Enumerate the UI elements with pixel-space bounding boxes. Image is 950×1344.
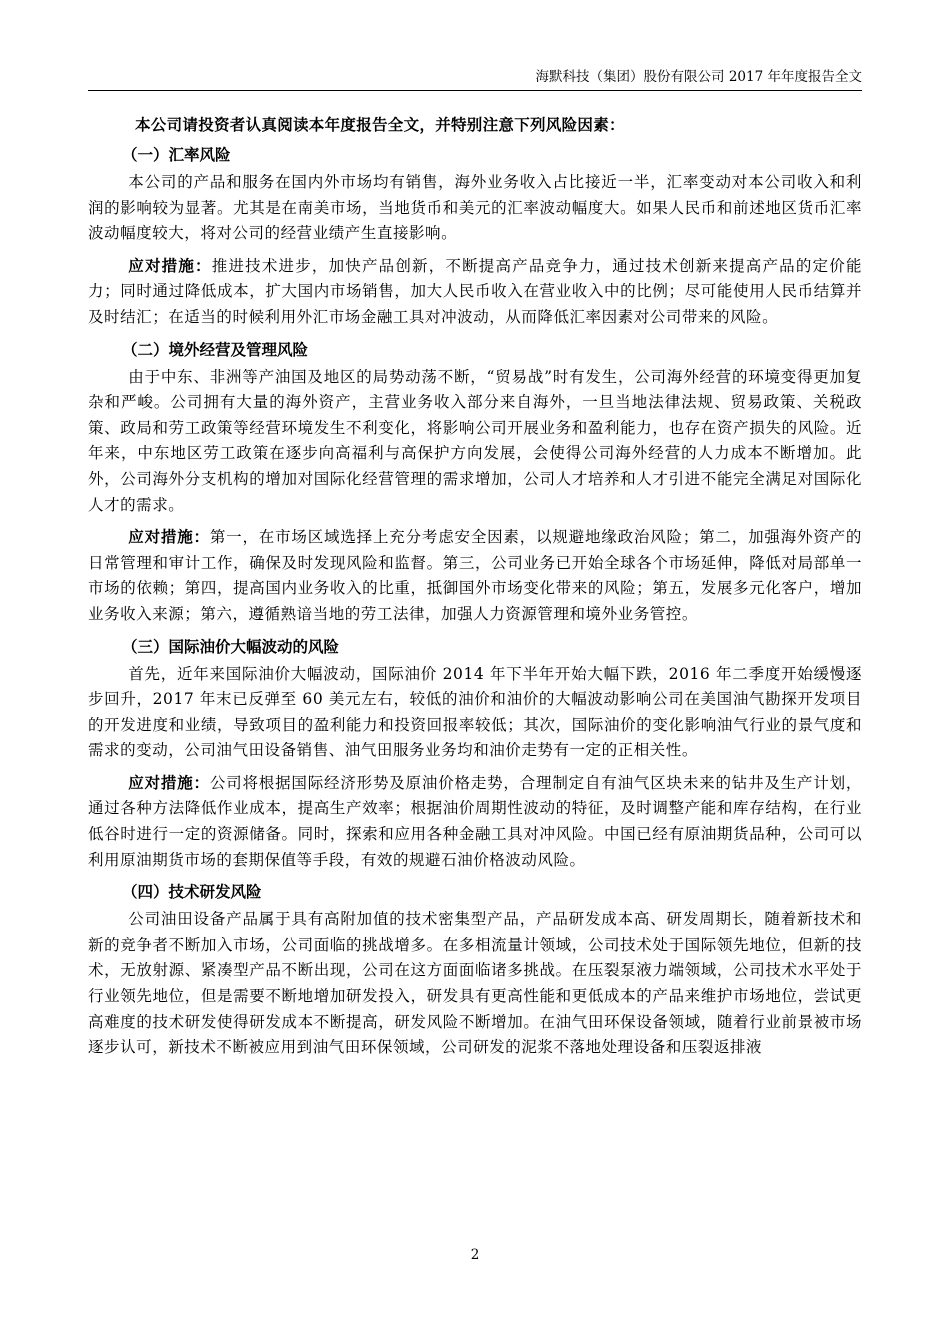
section-title-exchange-rate: （一）汇率风险 <box>122 145 231 164</box>
paragraph-oil-price: 首先，近年来国际油价大幅波动，国际油价 2014 年下半年开始大幅下跌，2016 年二季度开始缓慢逐步回升，2017 年末已反弹至 60 美元左右，较低的油价和油价的大幅波动影响公司在美国油气勘探开发项目的开发进度和业绩，导致项目的盈利能力和投资回报率较低；其次，国际油价的变化影响油气行业的景气度和需求的变动，公司油气田设备销售、油气田服务业务均和油价走势有一定的正相关性。 <box>88 664 862 760</box>
measures-overseas <box>88 524 862 627</box>
measures-text: 推进技术进步，加快产品创新，不断提高产品竞争力，通过技术创新来提高产品的定价能力；同时通过降低成本，扩大国内市场销售，加大人民币收入在营业收入中的比例；尽可能使用人民币结算并及时结汇；在适当的时候利用外汇市场金融工具对冲波动，从而降低汇率因素对公司带来的风险。 <box>88 256 862 326</box>
document-body <box>88 112 862 1067</box>
paragraph-exchange-rate: 本公司的产品和服务在国内外市场均有销售，海外业务收入占比接近一半，汇率变动对本公司收入和利润的影响较为显著。尤其是在南美市场，当地货币和美元的汇率波动幅度大。如果人民币和前述地区货币汇率波动幅度较大，将对公司的经营业绩产生直接影响。 <box>88 173 862 243</box>
section-title-rnd: （四）技术研发风险 <box>122 882 262 902</box>
measures-label: 应对措施： <box>128 772 210 792</box>
measures-oil-price <box>88 770 862 873</box>
section-title-oil-price: （三）国际油价大幅波动的风险 <box>122 636 340 656</box>
measures-label: 应对措施： <box>128 527 210 547</box>
page-header <box>88 68 862 91</box>
section-title-overseas: （二）境外经营及管理风险 <box>122 339 309 359</box>
measures-label: 应对措施： <box>128 255 212 275</box>
page-number: 2 <box>470 1247 480 1263</box>
header-title: 海默科技（集团）股份有限公司 2017 年年度报告全文 <box>535 69 862 85</box>
measures-text: 公司将根据国际经济形势及原油价格走势，合理制定自有油气区块未来的钻井及生产计划，通过各种方法降低作业成本，提高生产效率；根据油价周期性波动的特征，及时调整产能和库存结构，在行业低谷时进行一定的资源储备。同时，探索和应用各种金融工具对冲风险。中国已经有原油期货品种，公司可以利用原油期货市场的套期保值等手段，有效的规避石油价格波动风险。 <box>88 773 862 869</box>
measures-text: 第一，在市场区域选择上充分考虑安全因素，以规避地缘政治风险；第二，加强海外资产的日常管理和审计工作，确保及时发现风险和监督。第三，公司业务已开始全球各个市场延伸，降低对局部单一市场的依赖；第四，提高国内业务收入的比重，抵御国外市场变化带来的风险；第五，发展多元化客户，增加业务收入来源；第六，遵循熟谙当地的劳工法律，加强人力资源管理和境外业务管控。 <box>88 528 862 623</box>
paragraph-rnd: 公司油田设备产品属于具有高附加值的技术密集型产品，产品研发成本高、研发周期长，随着新技术和新的竞争者不断加入市场，公司面临的挑战增多。在多相流量计领域，公司技术处于国际领先地位，但新的技术，无放射源、紧凑型产品不断出现，公司在这方面面临诸多挑战。在压裂泵液力端领域，公司技术水平处于行业领先地位，但是需要不断地增加研发投入，研发具有更高性能和更低成本的产品来维护市场地位，尝试更高难度的技术研发使得研发成本不断提高，研发风险不断增加。在油气田环保设备领域，随着行业前景被市场逐步认可，新技术不断被应用到油气田环保领域，公司研发的泥浆不落地处理设备和压裂返排液 <box>88 910 862 1057</box>
risk-notice: 本公司请投资者认真阅读本年度报告全文，并特别注意下列风险因素： <box>135 115 625 134</box>
paragraph-overseas: 由于中东、非洲等产油国及地区的局势动荡不断，“贸易战”时有发生，公司海外经营的环境变得更加复杂和严峻。公司拥有大量的海外资产，主营业务收入部分来自海外，一旦当地法律法规、贸易政策、关税政策、政局和劳工政策等经营环境发生不利变化，将影响公司开展业务和盈利能力，也存在资产损失的风险。近年来，中东地区劳工政策在逐步向高福利与高保护方向发展，会使得公司海外经营的人力成本不断增加。此外，公司海外分支机构的增加对国际化经营管理的需求增加，公司人才培养和人才引进不能完全满足对国际化人才的需求。 <box>88 367 862 514</box>
measures-exchange-rate <box>88 253 862 331</box>
